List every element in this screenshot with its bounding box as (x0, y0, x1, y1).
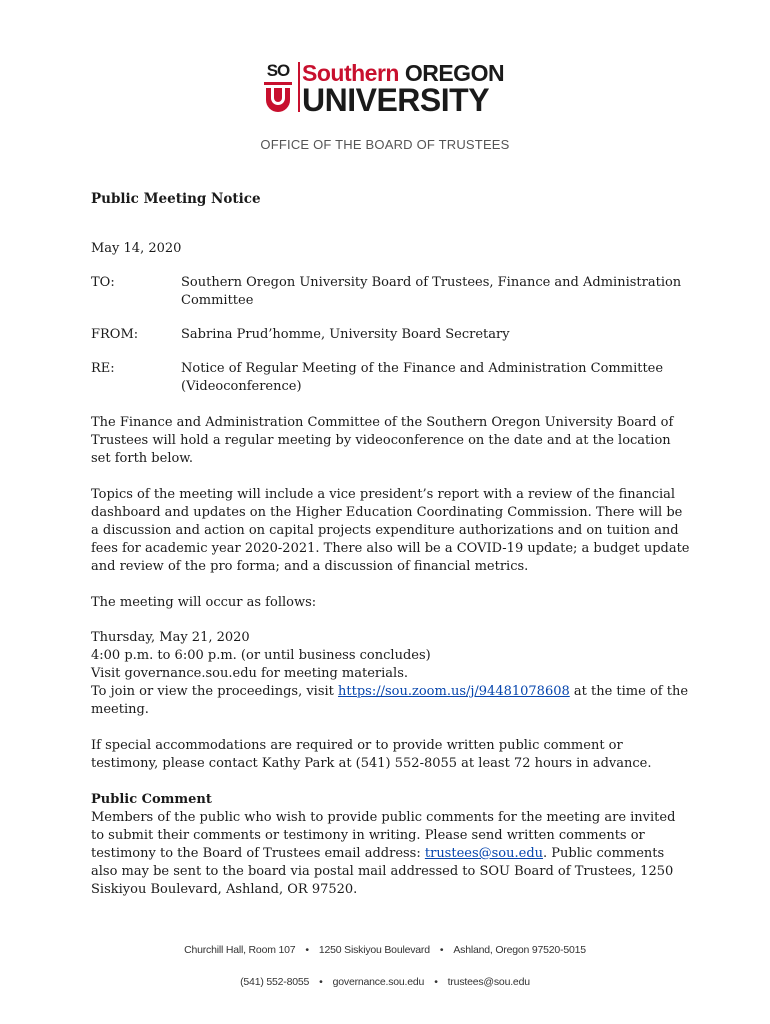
memo-to: TO: Southern Oregon University Board of Trustees, Finance and Administration Committee (91, 275, 682, 308)
footer-address: Churchill Hall, Room 107 • 1250 Siskiyou Boulevard • Ashland, Oregon 97520-5015 (184, 944, 586, 956)
memo-from: FROM: Sabrina Prud’homme, University Board Secretary (91, 327, 510, 342)
notice-body (91, 190, 691, 899)
public-comment-paragraph: Members of the public who wish to provide public comments for the meeting are invited to submit their comments or testimony in writing. Please send written comments or testimony to the Board of Trustees email address: trustees@sou.edu. Public comments also may be sent to the board via postal mail addressed to SOU Board of Trustees, 1250 Siskiyou Boulevard, Ashland, OR 97520. (91, 810, 676, 897)
meeting-visit: Visit governance.sou.edu for meeting materials. (91, 666, 409, 681)
meeting-time: 4:00 p.m. to 6:00 p.m. (or until business concludes) (91, 648, 431, 663)
logo-mark (262, 60, 294, 114)
notice-date: May 14, 2020 (91, 241, 182, 256)
logo-mark-text: SO (266, 61, 290, 80)
meeting-day: Thursday, May 21, 2020 (91, 630, 250, 645)
logo-line1: Southern OREGON (302, 60, 505, 86)
footer-contact: (541) 552-8055 • governance.sou.edu • trustees@sou.edu (240, 976, 530, 988)
trustees-email-link[interactable]: trustees@sou.edu (424, 846, 544, 861)
university-logo (262, 60, 512, 116)
memo-re: RE: Notice of Regular Meeting of the Finance and Administration Committee (Videoconference) (91, 361, 664, 394)
meeting-details (91, 629, 691, 719)
meeting-join: To join or view the proceedings, visit https://sou.zoom.us/j/94481078608 at the time of the meeting. (91, 684, 689, 717)
public-comment-heading: Public Comment (91, 792, 212, 807)
accommodations-paragraph: If special accommodations are required or to provide written public comment or testimony, please contact Kathy Park at (541) 552-8055 at least 72 hours in advance. (91, 738, 652, 771)
notice-title: Public Meeting Notice (91, 191, 261, 207)
zoom-link[interactable]: https://sou.zoom.us/j/94481078608 (338, 684, 570, 699)
logo-line2: UNIVERSITY (302, 82, 490, 118)
intro-paragraph: The Finance and Administration Committee of the Southern Oregon University Board of Trustees will hold a regular meeting by videoconference on the date and at the location set forth below. (91, 415, 674, 466)
office-header: OFFICE OF THE BOARD OF TRUSTEES (260, 137, 510, 152)
occur-intro: The meeting will occur as follows: (91, 595, 317, 610)
topics-paragraph: Topics of the meeting will include a vice president’s report with a review of the financial dashboard and updates on the Higher Education Coordinating Commission. There will be a discussion and action on capital projects expenditure authorizations and on tuition and fees for academic year 2020-2021. There also will be a COVID-19 update; a budget update and review of the pro forma; and a discussion of financial metrics. (91, 487, 690, 574)
